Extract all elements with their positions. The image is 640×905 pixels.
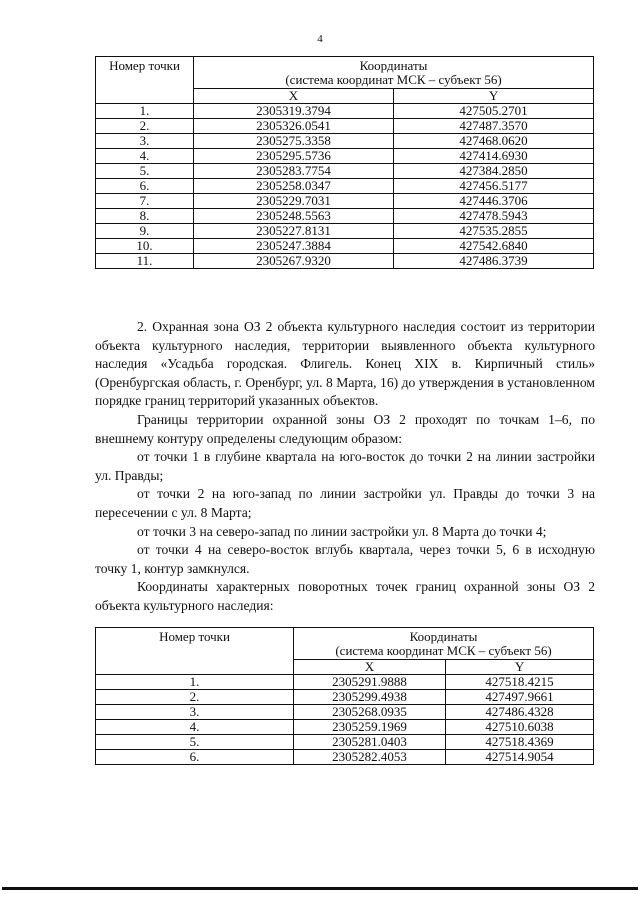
point-number-cell: 10.	[96, 239, 194, 254]
point-number-cell: 6.	[96, 179, 194, 194]
y-coordinate-cell: 427446.3706	[394, 194, 594, 209]
table-row	[96, 119, 594, 134]
paragraph-point-1-2: от точки 1 в глубине квартала на юго-восток до точки 2 на линии застройки ул. Правды;	[95, 449, 595, 483]
x-coordinate-cell: 2305326.0541	[194, 119, 394, 134]
header-coordinate-system: (система координат МСК – субъект 56)	[285, 72, 502, 87]
x-coordinate-cell: 2305275.3358	[194, 134, 394, 149]
table-row	[96, 675, 594, 690]
x-coordinate-cell: 2305248.5563	[194, 209, 394, 224]
header-coordinates-title: Координаты	[409, 629, 478, 644]
y-coordinate-cell: 427486.4328	[446, 705, 594, 720]
table-body	[96, 104, 594, 269]
paragraph-point-2-3: от точки 2 на юго-запад по линии застройки ул. Правды до точки 3 на пересечении с ул. 8 Марта;	[95, 486, 595, 520]
point-number-cell: 5.	[96, 735, 294, 750]
y-coordinate-cell: 427497.9661	[446, 690, 594, 705]
point-number-cell: 8.	[96, 209, 194, 224]
point-number-cell: 3.	[96, 134, 194, 149]
paragraph-point-3-4: от точки 3 на северо-запад по линии застройки ул. 8 Марта до точки 4;	[137, 523, 547, 539]
header-x: X	[294, 660, 446, 675]
table-row	[96, 164, 594, 179]
x-coordinate-cell: 2305247.3884	[194, 239, 394, 254]
x-coordinate-cell: 2305281.0403	[294, 735, 446, 750]
x-coordinate-cell: 2305227.8131	[194, 224, 394, 239]
table-row	[96, 224, 594, 239]
table-row	[96, 690, 594, 705]
table-row	[96, 239, 594, 254]
table-row	[96, 750, 594, 765]
x-coordinate-cell: 2305268.0935	[294, 705, 446, 720]
y-coordinate-cell: 427514.9054	[446, 750, 594, 765]
table-row	[96, 149, 594, 164]
y-coordinate-cell: 427487.3570	[394, 119, 594, 134]
x-coordinate-cell: 2305229.7031	[194, 194, 394, 209]
paragraph-coordinates-intro: Координаты характерных поворотных точек границ охранной зоны ОЗ 2 объекта культурного наследия:	[95, 579, 595, 613]
table-row	[96, 705, 594, 720]
x-coordinate-cell: 2305283.7754	[194, 164, 394, 179]
x-coordinate-cell: 2305259.1969	[294, 720, 446, 735]
page-number: 4	[317, 33, 323, 45]
header-coordinate-system: (система координат МСК – субъект 56)	[335, 643, 552, 658]
x-coordinate-cell: 2305299.4938	[294, 690, 446, 705]
point-number-cell: 1.	[96, 104, 194, 119]
point-number-cell: 7.	[96, 194, 194, 209]
x-coordinate-cell: 2305291.9888	[294, 675, 446, 690]
table-row	[96, 179, 594, 194]
y-coordinate-cell: 427518.4215	[446, 675, 594, 690]
table-row	[96, 254, 594, 269]
point-number-cell: 1.	[96, 675, 294, 690]
table-body	[96, 675, 594, 765]
table-row	[96, 720, 594, 735]
bottom-rule	[2, 887, 638, 890]
y-coordinate-cell: 427384.2850	[394, 164, 594, 179]
y-coordinate-cell: 427542.6840	[394, 239, 594, 254]
x-coordinate-cell: 2305258.0347	[194, 179, 394, 194]
y-coordinate-cell: 427456.5177	[394, 179, 594, 194]
x-coordinate-cell: 2305295.5736	[194, 149, 394, 164]
y-coordinate-cell: 427535.2855	[394, 224, 594, 239]
header-coordinates-title: Координаты	[359, 58, 428, 73]
y-coordinate-cell: 427468.0620	[394, 134, 594, 149]
header-y: Y	[446, 660, 594, 675]
point-number-cell: 11.	[96, 254, 194, 269]
point-number-cell: 2.	[96, 690, 294, 705]
header-point-number: Номер точки	[96, 628, 294, 675]
paragraph-point-4-1: от точки 4 на северо-восток вглубь квартала, через точки 5, 6 в исходную точку 1, контур замкнулся.	[95, 542, 595, 576]
y-coordinate-cell: 427486.3739	[394, 254, 594, 269]
paragraph-protected-zone: 2. Охранная зона ОЗ 2 объекта культурного наследия состоит из территории объекта культурного наследия, территории выявленного объекта культурного наследия «Усадьба городская. Флигель. Конец XIX в. Кирпичный стиль» (Оренбургская область, г. Оренбург, ул. 8 Марта, 16) до утверждения в установленном порядке границ территорий указанных объектов.	[95, 319, 595, 409]
y-coordinate-cell: 427518.4369	[446, 735, 594, 750]
coordinates-table-2	[95, 627, 594, 765]
body-text	[95, 318, 595, 616]
point-number-cell: 4.	[96, 149, 194, 164]
point-number-cell: 5.	[96, 164, 194, 179]
point-number-cell: 2.	[96, 119, 194, 134]
x-coordinate-cell: 2305319.3794	[194, 104, 394, 119]
header-point-number: Номер точки	[96, 57, 194, 104]
y-coordinate-cell: 427414.6930	[394, 149, 594, 164]
table-row	[96, 735, 594, 750]
header-coordinates	[294, 628, 594, 660]
y-coordinate-cell: 427505.2701	[394, 104, 594, 119]
paragraph-boundaries: Границы территории охранной зоны ОЗ 2 проходят по точкам 1–6, по внешнему контуру определены следующим образом:	[95, 411, 595, 446]
table-row	[96, 134, 594, 149]
table-row	[96, 209, 594, 224]
header-coordinates	[194, 57, 594, 89]
y-coordinate-cell: 427510.6038	[446, 720, 594, 735]
coordinates-table-1	[95, 56, 594, 269]
table-row	[96, 194, 594, 209]
point-number-cell: 3.	[96, 705, 294, 720]
header-x: X	[194, 89, 394, 104]
point-number-cell: 9.	[96, 224, 194, 239]
point-number-cell: 4.	[96, 720, 294, 735]
table-row	[96, 104, 594, 119]
header-y: Y	[394, 89, 594, 104]
x-coordinate-cell: 2305282.4053	[294, 750, 446, 765]
x-coordinate-cell: 2305267.9320	[194, 254, 394, 269]
point-number-cell: 6.	[96, 750, 294, 765]
y-coordinate-cell: 427478.5943	[394, 209, 594, 224]
